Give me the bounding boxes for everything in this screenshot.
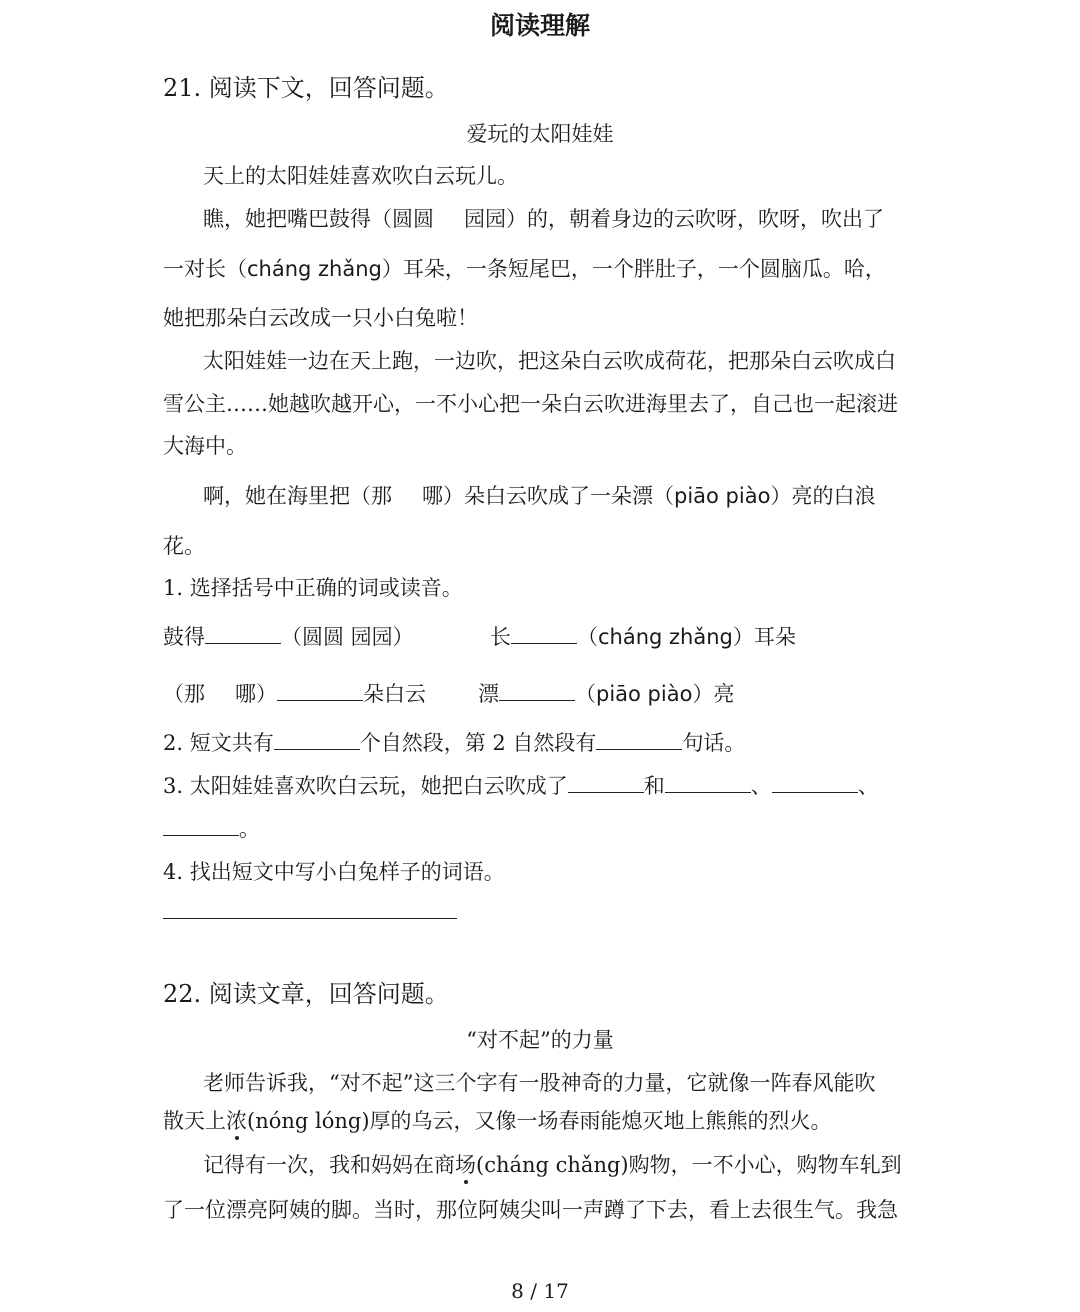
- q21-subquestion-1: 1. 选择括号中正确的词或读音。: [163, 576, 463, 600]
- q21-paragraph-3-line-1: 太阳娃娃一边在天上跑，一边吹，把这朵白云吹成荷花，把那朵白云吹成白: [203, 349, 896, 373]
- answer-blank[interactable]: [277, 678, 363, 701]
- q21-sub1-item-a: 鼓得 （圆圆 园园）: [163, 621, 414, 651]
- page-title: 阅读理解: [489, 11, 590, 40]
- page-number: 8 / 17: [511, 1279, 569, 1303]
- q21-sub1-item-d: 漂 （piāo piào）亮: [478, 678, 734, 708]
- answer-blank[interactable]: [163, 813, 239, 836]
- answer-blank[interactable]: [665, 770, 751, 793]
- q21-paragraph-2-line-3: 她把那朵白云改成一只小白兔啦！: [163, 306, 478, 330]
- answer-blank[interactable]: [274, 727, 360, 750]
- q21-paragraph-2-line-2: 一对长（cháng zhǎng）耳朵，一条短尾巴，一个胖肚子，一个圆脑瓜。哈，: [163, 257, 886, 281]
- q21-subquestion-3: 3. 太阳娃娃喜欢吹白云玩，她把白云吹成了 和 、 、: [163, 770, 879, 800]
- q22-paragraph-1-line-2: 散天上浓(nóng lóng)厚的乌云，又像一场春雨能熄灭地上熊熊的烈火。: [163, 1109, 832, 1133]
- answer-blank[interactable]: [772, 770, 858, 793]
- q22-paragraph-1-line-1: 老师告诉我，“对不起”这三个字有一股神奇的力量，它就像一阵春风能吹: [203, 1071, 876, 1095]
- q22-story-title: “对不起”的力量: [466, 1028, 614, 1052]
- q22-paragraph-2-line-1: 记得有一次，我和妈妈在商场(cháng chǎng)购物，一不小心，购物车轧到: [203, 1153, 902, 1177]
- answer-blank[interactable]: [499, 678, 575, 701]
- q21-sub1-item-b: 长 （cháng zhǎng）耳朵: [490, 621, 796, 651]
- emphasis-dot-char: 浓: [226, 1109, 247, 1133]
- q21-subquestion-4: 4. 找出短文中写小白兔样子的词语。: [163, 860, 505, 884]
- q21-sub1-item-c: （那 哪） 朵白云: [163, 678, 426, 708]
- answer-blank[interactable]: [568, 770, 644, 793]
- emphasis-dot-char: 场: [455, 1153, 476, 1177]
- q21-paragraph-4-line-1: 啊，她在海里把（那 哪）朵白云吹成了一朵漂（piāo piào）亮的白浪: [203, 484, 876, 508]
- q21-paragraph-4-line-2: 花。: [163, 534, 205, 558]
- answer-line[interactable]: [163, 918, 457, 919]
- q21-subquestion-3-line-2: 。: [163, 813, 260, 843]
- q22-paragraph-2-line-2: 了一位漂亮阿姨的脚。当时，那位阿姨尖叫一声蹲了下去，看上去很生气。我急: [163, 1198, 898, 1222]
- q21-story-title: 爱玩的太阳娃娃: [466, 122, 614, 146]
- answer-blank[interactable]: [511, 621, 577, 644]
- q21-heading: 21. 阅读下文，回答问题。: [163, 74, 449, 102]
- q21-paragraph-3-line-2: 雪公主……她越吹越开心，一不小心把一朵白云吹进海里去了，自己也一起滚进: [163, 392, 898, 416]
- q21-subquestion-2: 2. 短文共有 个自然段，第 2 自然段有 句话。: [163, 727, 745, 757]
- q21-paragraph-3-line-3: 大海中。: [163, 434, 247, 458]
- answer-blank[interactable]: [205, 621, 281, 644]
- answer-blank[interactable]: [596, 727, 682, 750]
- q21-paragraph-1: 天上的太阳娃娃喜欢吹白云玩儿。: [203, 164, 518, 188]
- q22-heading: 22. 阅读文章，回答问题。: [163, 980, 449, 1008]
- q21-paragraph-2-line-1: 瞧，她把嘴巴鼓得（圆圆 园园）的，朝着身边的云吹呀，吹呀，吹出了: [203, 207, 884, 231]
